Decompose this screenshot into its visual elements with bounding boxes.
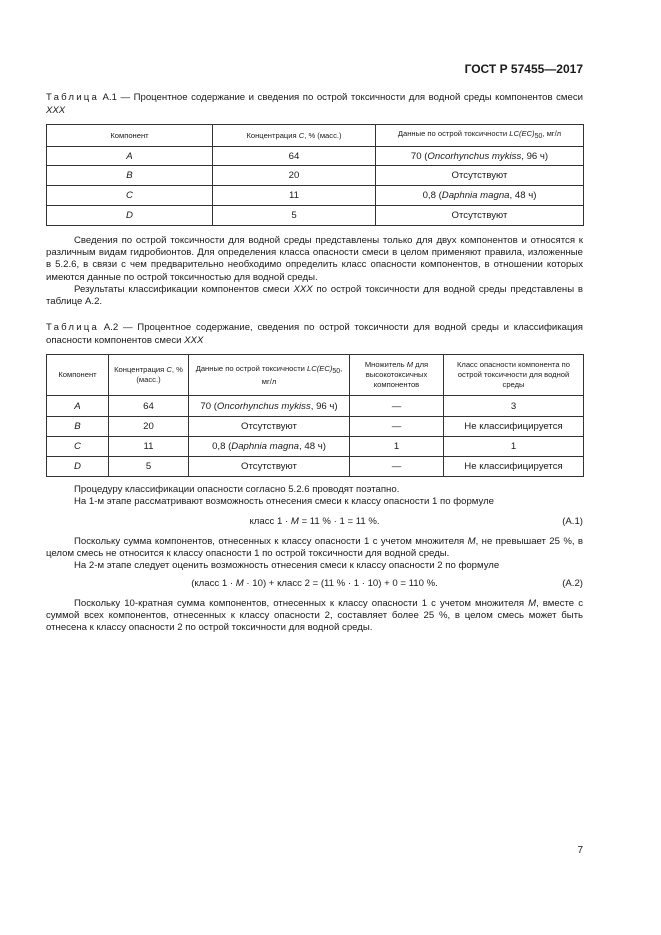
- concentration-cell: 20: [109, 417, 189, 437]
- multiplier-cell: —: [350, 396, 444, 417]
- concentration-cell: 20: [213, 166, 376, 186]
- equation-a2: [46, 578, 583, 591]
- table-row: [47, 186, 584, 206]
- hazard-class-cell: 3: [444, 396, 584, 417]
- table-row: [47, 147, 584, 166]
- paragraph: На 2-м этапе следует оценить возможность отнесения смеси к классу опасности 2 по формуле: [74, 560, 500, 572]
- concentration-cell: 11: [109, 437, 189, 457]
- table-header-row: [47, 125, 584, 147]
- toxicity-cell: 0,8 (Daphnia magna, 48 ч): [376, 186, 584, 206]
- hazard-class-cell: Не классифицируется: [444, 417, 584, 437]
- multiplier-cell: 1: [350, 437, 444, 457]
- concentration-cell: 64: [109, 396, 189, 417]
- col-header-concentration: Концентрация C, % (масс.): [213, 125, 376, 147]
- component-cell: B: [126, 170, 133, 181]
- toxicity-cell: Отсутствуют: [376, 206, 584, 226]
- concentration-cell: 5: [213, 206, 376, 226]
- body-text-3: [46, 536, 583, 573]
- body-text-2: [46, 484, 583, 508]
- toxicity-cell: Отсутствуют: [189, 457, 350, 477]
- col-header-component: Компонент: [47, 125, 213, 147]
- paragraph: Процедуру классификации опасности согласно 5.2.6 проводят поэтапно.: [74, 484, 400, 495]
- table-row: [47, 166, 584, 186]
- concentration-cell: 64: [213, 147, 376, 166]
- col-header-multiplier: Множитель M для высокотоксичных компонентов: [350, 355, 444, 396]
- page-number: 7: [577, 845, 583, 856]
- table2-caption-label: Таблица: [46, 322, 100, 333]
- component-cell: A: [126, 150, 133, 162]
- body-text-4: [46, 598, 583, 635]
- equation-formula: класс 1 · M = 11 % · 1 = 11 %.: [249, 516, 380, 527]
- table-row: [47, 437, 584, 457]
- hazard-class-cell: 1: [444, 437, 584, 457]
- component-cell: B: [74, 421, 81, 432]
- component-cell: A: [74, 400, 81, 412]
- table2-caption: [46, 322, 583, 347]
- table-a2: [46, 354, 584, 477]
- table-a1: [46, 124, 584, 226]
- table2-caption-text: — Процентное содержание, сведения по острой токсичности для водной среды и классификация опасности компонентов смеси: [46, 322, 583, 346]
- table1-caption: [46, 92, 583, 117]
- table-row: [47, 417, 584, 437]
- toxicity-cell: 0,8 (Daphnia magna, 48 ч): [189, 437, 350, 457]
- paragraph: На 1-м этапе рассматривают возможность отнесения смеси к классу опасности 1 по формуле: [74, 496, 495, 508]
- toxicity-cell: Отсутствуют: [376, 166, 584, 186]
- multiplier-cell: —: [350, 457, 444, 477]
- table-row: [47, 396, 584, 417]
- table1-caption-number: А.1: [102, 92, 117, 103]
- table-row: [47, 206, 584, 226]
- table-row: [47, 457, 584, 477]
- table1-caption-label: Таблица: [46, 92, 100, 103]
- toxicity-cell: Отсутствуют: [189, 417, 350, 437]
- document-id: ГОСТ Р 57455—2017: [464, 62, 583, 76]
- paragraph: Поскольку сумма компонентов, отнесенных к классу опасности 1 с учетом множителя M, не превышает 25 %, в целом смесь не относится к классу опасности 1 по острой токсичности для водной среды.: [46, 536, 583, 560]
- paragraph: Сведения по острой токсичности для водной среды представлены только для двух компонентов и относятся к различным видам гидробионтов. Для определения класса опасности смеси в целом применяют правила, изложенные в 5.2.6, в связи с чем предварительно необходимо определить класс опасности компонентов, в отношении которых имеются данные по острой токсичностью для водной среды.: [46, 235, 583, 283]
- col-header-hazard-class: Класс опасности компонента по острой токсичности для водной среды: [444, 355, 584, 396]
- table1-caption-text: — Процентное содержание и сведения по острой токсичности для водной среды компонентов смеси: [116, 92, 583, 103]
- equation-number: (А.1): [562, 516, 583, 527]
- equation-a1: [46, 516, 583, 529]
- table-header-row: [47, 355, 584, 396]
- table1-caption-mix: XXX: [46, 104, 66, 116]
- concentration-cell: 11: [213, 186, 376, 206]
- multiplier-cell: —: [350, 417, 444, 437]
- component-cell: C: [126, 190, 133, 201]
- toxicity-cell: 70 (Oncorhynchus mykiss, 96 ч): [376, 147, 584, 166]
- table2-caption-mix: XXX: [184, 334, 204, 346]
- equation-number: (А.2): [562, 578, 583, 589]
- col-header-toxicity: Данные по острой токсичности $LC(EC)_{50}$, мг/л: [189, 355, 350, 396]
- paragraph: Результаты классификации компонентов смеси XXX по острой токсичности для водной среды представлены в таблице А.2.: [46, 283, 584, 308]
- col-header-concentration: Концентрация C, % (масс.): [109, 355, 189, 396]
- concentration-cell: 5: [109, 457, 189, 477]
- toxicity-cell: 70 (Oncorhynchus mykiss, 96 ч): [189, 396, 350, 417]
- hazard-class-cell: Не классифицируется: [444, 457, 584, 477]
- component-cell: D: [126, 210, 133, 221]
- component-cell: D: [74, 461, 81, 472]
- paragraph: Поскольку 10-кратная сумма компонентов, отнесенных к классу опасности 1 с учетом множителя M, вместе с суммой всех компонентов, отнесенных к классу опасности 2, составляет более 25 %, в целом смесь может быть отнесена к классу опасности 2 по острой токсичности для водной среды.: [46, 598, 583, 634]
- body-text-1: [46, 235, 583, 308]
- equation-formula: (класс 1 · M · 10) + класс 2 = (11 % · 1 · 10) + 0 = 110 %.: [191, 578, 438, 589]
- table2-caption-number: А.2: [103, 322, 119, 333]
- component-cell: C: [74, 441, 81, 452]
- col-header-component: Компонент: [47, 355, 109, 396]
- col-header-toxicity: Данные по острой токсичности $LC(EC)_{50}$, мг/л: [376, 125, 584, 147]
